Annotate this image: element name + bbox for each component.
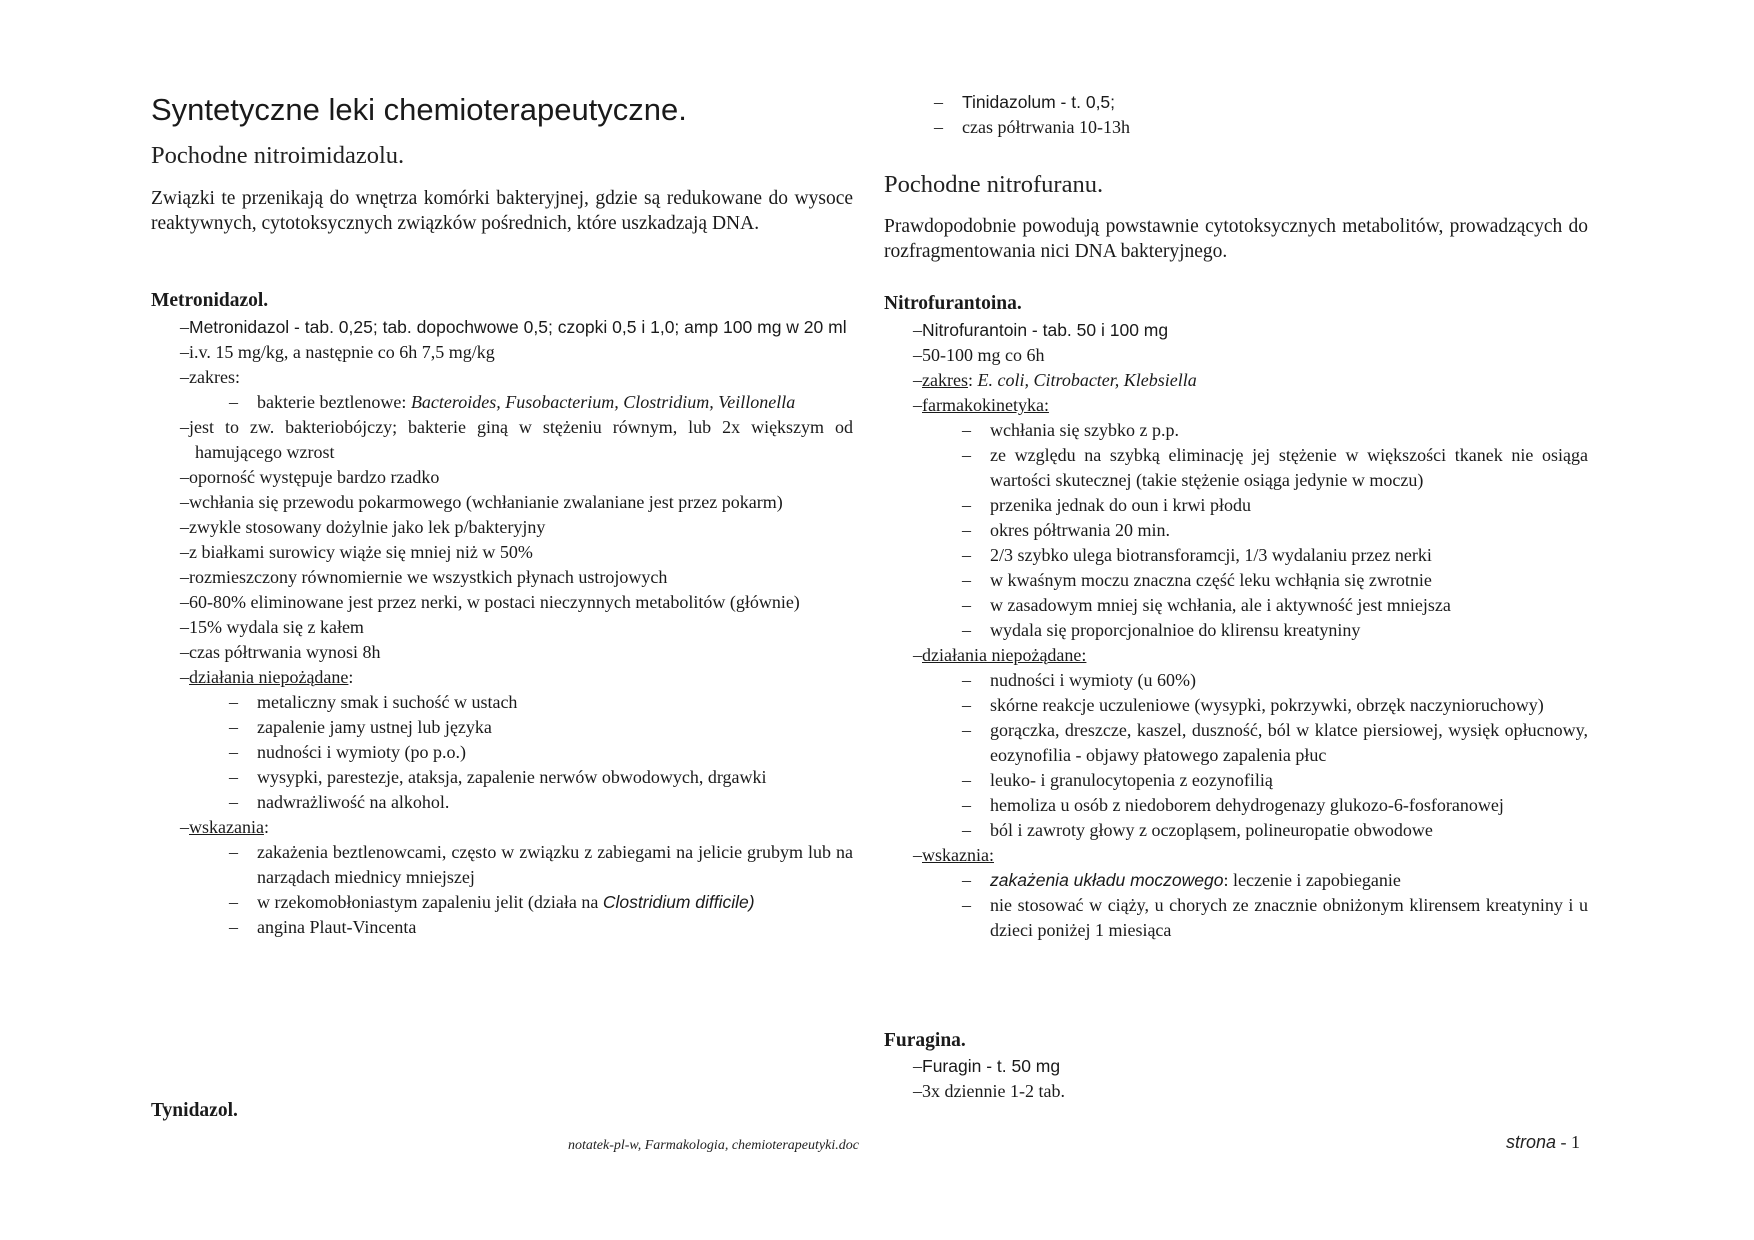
list-item: – 60-80% eliminowane jest przez nerki, w postaci nieczynnych metabolitów (głównie) [151,590,853,615]
nitrofurantoina-list [884,318,1588,943]
section-heading-nitroimidazole: Pochodne nitroimidazolu. [151,142,405,169]
list-item: – oporność występuje bardzo rzadko [151,465,853,490]
list-subitem: – leuko- i granulocytopenia z eozynofilią [884,768,1588,793]
list-item: – Metronidazol - tab. 0,25; tab. dopochwowe 0,5; czopki 0,5 i 1,0; amp 100 mg w 20 ml [151,315,853,340]
list-subitem: – w zasadowym mniej się wchłania, ale i aktywność jest mniejsza [884,593,1588,618]
list-subitem: – w kwaśnym moczu znaczna część leku wchłąnia się zwrotnie [884,568,1588,593]
list-subitem: – w rzekomobłoniastym zapaleniu jelit (działa na Clostridium difficile) [151,890,853,915]
tinidazol-list [884,90,1588,140]
footer-page-number: strona - 1 [1506,1132,1581,1152]
list-item: – rozmieszczony równomiernie we wszystkich płynach ustrojowych [151,565,853,590]
footer-filename: notatek-pl-w, Farmakologia, chemioterapeutyki.doc [568,1138,859,1153]
list-item: – Nitrofurantoin - tab. 50 i 100 mg [884,318,1588,343]
list-item: – wskazania: [151,815,853,840]
drug-heading-furagina: Furagina. [884,1030,966,1051]
drug-heading-metronidazol: Metronidazol. [151,290,269,311]
list-subitem: – czas półtrwania 10-13h [884,115,1588,140]
list-subitem: – wydala się proporcjonalnioe do klirensu kreatyniny [884,618,1588,643]
list-subitem: – nudności i wymioty (po p.o.) [151,740,853,765]
list-item: – zakres: [151,365,853,390]
drug-heading-nitrofurantoina: Nitrofurantoina. [884,293,1022,314]
list-item: – wskaznia: [884,843,1588,868]
list-item: – zwykle stosowany dożylnie jako lek p/bakteryjny [151,515,853,540]
intro-paragraph: Związki te przenikają do wnętrza komórki bakteryjnej, gdzie są redukowane do wysoce reaktywnych, cytotoksycznych związków pośrednich, które uszkadzają DNA. [151,188,853,234]
list-subitem: – zakażenia beztlenowcami, często w związku z zabiegami na jelicie grubym lub na narządach miednicy mniejszej [151,840,853,890]
list-subitem: – bakterie beztlenowe: Bacteroides, Fusobacterium, Clostridium, Veillonella [151,390,853,415]
furagina-list [884,1054,1588,1104]
drug-heading-tynidazol: Tynidazol. [151,1100,238,1121]
list-subitem: – hemoliza u osób z niedoborem dehydrogenazy glukozo-6-fosforanowej [884,793,1588,818]
list-item: – Furagin - t. 50 mg [884,1054,1588,1079]
list-subitem: – wysypki, parestezje, ataksja, zapalenie nerwów obwodowych, drgawki [151,765,853,790]
list-subitem: – 2/3 szybko ulega biotransforamcji, 1/3 wydalaniu przez nerki [884,543,1588,568]
section-heading-nitrofuran: Pochodne nitrofuranu. [884,171,1104,198]
list-item: – działania niepożądane: [884,643,1588,668]
list-subitem: – przenika jednak do oun i krwi płodu [884,493,1588,518]
list-subitem: – zakażenia układu moczowego: leczenie i zapobieganie [884,868,1588,893]
list-item: – jest to zw. bakteriobójczy; bakterie giną w stężeniu równym, lub 2x większym od hamującego wzrost [151,415,853,465]
list-subitem: – Tinidazolum - t. 0,5; [884,90,1588,115]
list-subitem: – nie stosować w ciąży, u chorych ze znacznie obniżonym klirensem kreatyniny i u dzieci poniżej 1 miesiąca [884,893,1588,943]
intro-paragraph-nitrofuran: Prawdopodobnie powodują powstawnie cytotoksycznych metabolitów, prowadzących do rozfragmentowania nici DNA bakteryjnego. [884,216,1588,262]
list-item: – 15% wydala się z kałem [151,615,853,640]
list-subitem: – okres półtrwania 20 min. [884,518,1588,543]
list-subitem: – gorączka, dreszcze, kaszel, duszność, ból w klatce piersiowej, wysięk opłucnowy, eozynofilia - objawy płatowego zapalenia płuc [884,718,1588,768]
list-item: – z białkami surowicy wiąże się mniej niż w 50% [151,540,853,565]
list-subitem: – ból i zawroty głowy z oczopląsem, polineuropatie obwodowe [884,818,1588,843]
list-subitem: – nudności i wymioty (u 60%) [884,668,1588,693]
list-subitem: – metaliczny smak i suchość w ustach [151,690,853,715]
metronidazol-list [151,315,853,940]
list-subitem: – skórne reakcje uczuleniowe (wysypki, pokrzywki, obrzęk naczynioruchowy) [884,693,1588,718]
list-subitem: – nadwrażliwość na alkohol. [151,790,853,815]
list-item: – 50-100 mg co 6h [884,343,1588,368]
list-item: – i.v. 15 mg/kg, a następnie co 6h 7,5 mg/kg [151,340,853,365]
list-subitem: – zapalenie jamy ustnej lub języka [151,715,853,740]
list-subitem: – angina Plaut-Vincenta [151,915,853,940]
list-item: – wchłania się przewodu pokarmowego (wchłanianie zwalaniane jest przez pokarm) [151,490,853,515]
list-subitem: – ze względu na szybką eliminację jej stężenie w większości tkanek nie osiąga wartości skutecznej (takie stężenie osiąga jedynie w moczu) [884,443,1588,493]
list-subitem: – wchłania się szybko z p.p. [884,418,1588,443]
list-item: – czas półtrwania wynosi 8h [151,640,853,665]
list-item: – zakres: E. coli, Citrobacter, Klebsiella [884,368,1588,393]
list-item: – farmakokinetyka: [884,393,1588,418]
list-item: – działania niepożądane: [151,665,853,690]
list-item: – 3x dziennie 1-2 tab. [884,1079,1588,1104]
page-title: Syntetyczne leki chemioterapeutyczne. [151,92,687,127]
